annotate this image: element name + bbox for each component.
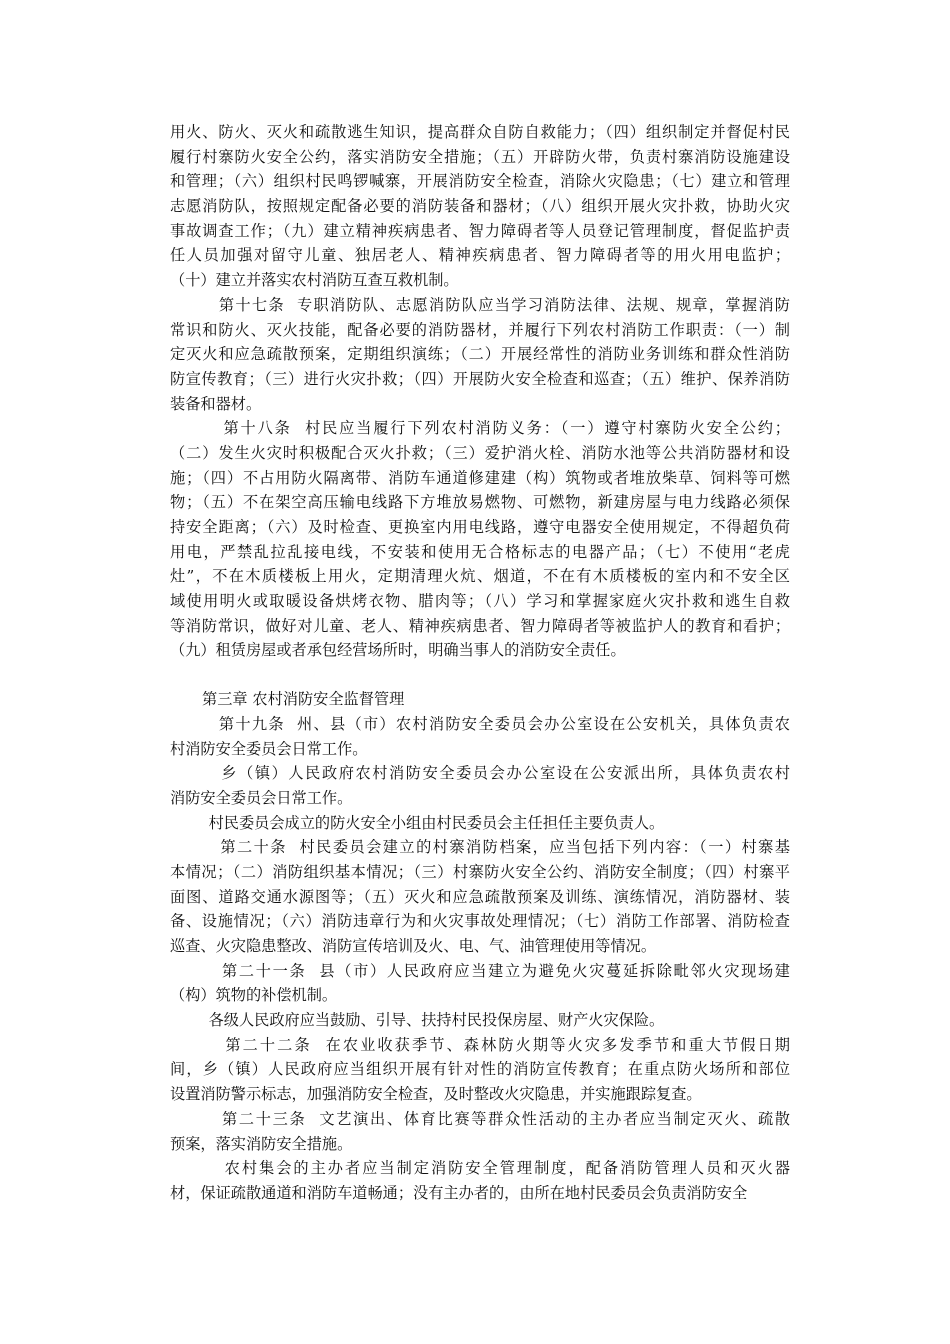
paragraph-insurance — [170, 1008, 790, 1033]
text-line: 消防安全委员会日常工作。 — [170, 788, 353, 807]
text-line: （二）发生火灾时积极配合灭火扑救；（三）爱护消火栓、消防水池等公共消防器材和设 — [170, 443, 790, 462]
text-line: 志愿消防队，按照规定配备必要的消防装备和器材；（八）组织开展火灾扑救，协助火灾 — [170, 197, 790, 216]
text-line: 常识和防火、灭火技能，配备必要的消防器材，并履行下列农村消防工作职责：（一）制 — [170, 320, 790, 339]
text-line: 域使用明火或取暖设备烘烤衣物、腊肉等；（八）学习和掌握家庭火灾扑救和逃生自救 — [170, 592, 790, 611]
paragraph-article-22 — [170, 1033, 790, 1107]
text-line: 材，保证疏散通道和消防车道畅通；没有主办者的，由所在地村民委员会负责消防安全 — [170, 1183, 748, 1202]
paragraph-article-18 — [170, 416, 790, 663]
text-line: （构）筑物的补偿机制。 — [170, 986, 338, 1005]
text-line: 第二十三条 文艺演出、体育比赛等群众性活动的主办者应当制定灭火、疏散 — [170, 1109, 790, 1128]
text-line: 各级人民政府应当鼓励、引导、扶持村民投保房屋、财产火灾保险。 — [170, 1011, 665, 1030]
paragraph-article-17 — [170, 293, 790, 416]
text-line: 和管理；（六）组织村民鸣锣喊寨，开展消防安全检查，消除火灾隐患；（七）建立和管理 — [170, 172, 790, 191]
text-line: 面图、道路交通水源图等；（五）灭火和应急疏散预案及训练、演练情况，消防器材、装 — [170, 887, 790, 906]
paragraph-article-23 — [170, 1107, 790, 1156]
document-body — [170, 120, 790, 1206]
text-line: 巡查、火灾隐患整改、消防宣传培训及火、电、气、油管理使用等情况。 — [170, 937, 656, 956]
paragraph-rural-gatherings — [170, 1156, 790, 1205]
text-line: 用火、防火、灭火和疏散逃生知识，提高群众自防自救能力；（四）组织制定并督促村民 — [170, 123, 790, 141]
paragraph-article-21 — [170, 959, 790, 1008]
text-line: 第十九条 州、县（市）农村消防安全委员会办公室设在公安机关，具体负责农 — [170, 714, 790, 733]
text-line: 村消防安全委员会日常工作。 — [170, 739, 368, 758]
text-line: 用电，严禁乱拉乱接电线，不安装和使用无合格标志的电器产品；（七）不使用“老虎 — [170, 542, 790, 561]
text-line: 装备和器材。 — [170, 394, 262, 413]
text-line: 灶”，不在木质楼板上用火，定期清理火炕、烟道，不在有木质楼板的室内和不安全区 — [170, 567, 790, 586]
text-line: （十）建立并落实农村消防互查互救机制。 — [170, 271, 459, 290]
text-line: 备、设施情况；（六）消防违章行为和火灾事故处理情况；（七）消防工作部署、消防检查 — [170, 912, 790, 931]
text-line: 施；（四）不占用防火隔离带、消防车通道修建建（构）筑物或者堆放柴草、饲料等可燃 — [170, 468, 790, 487]
paragraph-fire-committee-duties — [170, 120, 790, 293]
text-line: 本情况；（二）消防组织基本情况；（三）村寨防火安全公约、消防安全制度；（四）村寨平 — [170, 862, 790, 881]
text-line: 间，乡（镇）人民政府应当组织开展有针对性的消防宣传教育；在重点防火场所和部位 — [170, 1060, 790, 1079]
text-line: 定灭火和应急疏散预案，定期组织演练；（二）开展经常性的消防业务训练和群众性消防 — [170, 345, 790, 364]
text-line: （九）租赁房屋或者承包经营场所时，明确当事人的消防安全责任。 — [170, 641, 626, 660]
text-line: 乡（镇）人民政府农村消防安全委员会办公室设在公安派出所，具体负责农村 — [170, 764, 790, 783]
text-line: 村民委员会成立的防火安全小组由村民委员会主任担任主要负责人。 — [170, 813, 665, 832]
chapter-title: 第三章 农村消防安全监督管理 — [202, 690, 405, 709]
text-line: 履行村寨防火安全公约，落实消防安全措施；（五）开辟防火带，负责村寨消防设施建设 — [170, 147, 790, 166]
text-line: 农村集会的主办者应当制定消防安全管理制度，配备消防管理人员和灭火器 — [170, 1159, 790, 1178]
text-line: 持安全距离；（六）及时检查、更换室内用电线路，遵守电器安全使用规定，不得超负荷 — [170, 518, 790, 536]
text-line: 任人员加强对留守儿童、独居老人、精神疾病患者、智力障碍者等的用火用电监护； — [170, 246, 790, 265]
text-line: 防宣传教育；（三）进行火灾扑救；（四）开展防火安全检查和巡查；（五）维护、保养消防 — [170, 369, 790, 388]
text-line: 等消防常识，做好对儿童、老人、精神疾病患者、智力障碍者等被监护人的教育和看护； — [170, 616, 790, 635]
text-line: 第二十条 村民委员会建立的村寨消防档案，应当包括下列内容：（一）村寨基 — [170, 838, 790, 857]
text-line: 第十八条 村民应当履行下列农村消防义务：（一）遵守村寨防火安全公约； — [170, 419, 790, 438]
paragraph-article-19 — [170, 712, 790, 761]
paragraph-article-20 — [170, 835, 790, 958]
text-line: 第十七条 专职消防队、志愿消防队应当学习消防法律、法规、规章，掌握消防 — [170, 295, 790, 314]
text-line: 第二十二条 在农业收获季节、森林防火期等火灾多发季节和重大节假日期 — [170, 1035, 790, 1054]
text-line: 物；（五）不在架空高压输电线路下方堆放易燃物、可燃物，新建房屋与电力线路必须保 — [170, 493, 790, 512]
text-line: 预案，落实消防安全措施。 — [170, 1134, 353, 1153]
paragraph-township-committee — [170, 761, 790, 810]
text-line: 事故调查工作；（九）建立精神疾病患者、智力障碍者等人员登记管理制度，督促监护责 — [170, 221, 790, 240]
text-line: 第二十一条 县（市）人民政府应当建立为避免火灾蔓延拆除毗邻火灾现场建 — [170, 961, 790, 980]
text-line: 设置消防警示标志，加强消防安全检查，及时整改火灾隐患，并实施跟踪复查。 — [170, 1085, 702, 1104]
paragraph-village-fire-group — [170, 811, 790, 836]
